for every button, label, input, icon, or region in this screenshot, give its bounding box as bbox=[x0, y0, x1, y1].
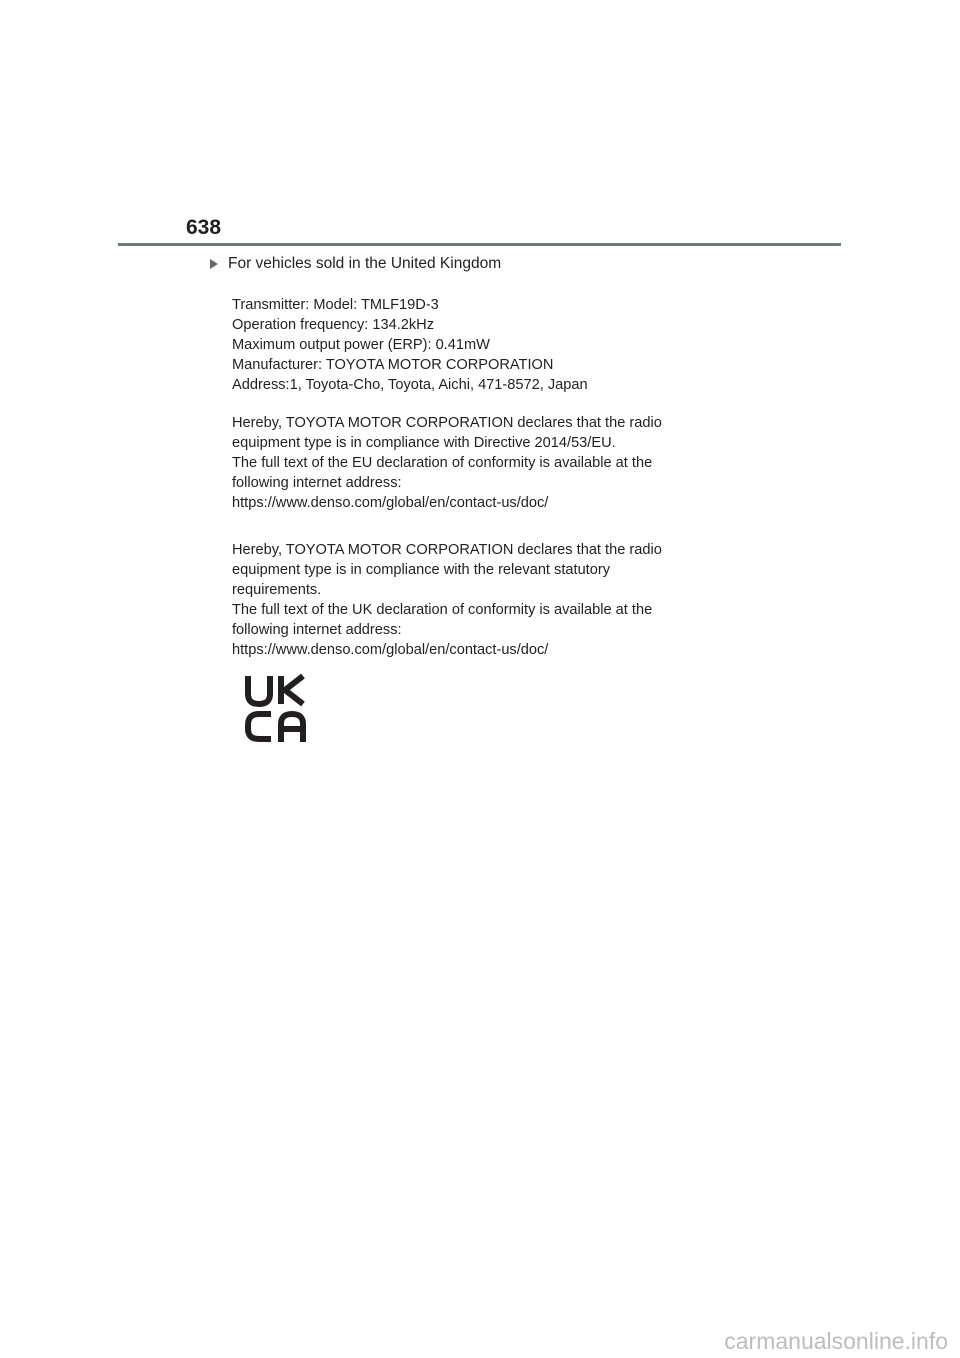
uk-declaration-line: following internet address: bbox=[232, 622, 402, 638]
section-heading bbox=[210, 254, 501, 274]
watermark: carmanualsonline.info bbox=[724, 1328, 948, 1354]
manufacturer: Manufacturer: TOYOTA MOTOR CORPORATION bbox=[232, 357, 554, 373]
eu-declaration-line: equipment type is in compliance with Directive 2014/53/EU. bbox=[232, 435, 616, 451]
page-number: 638 bbox=[186, 216, 222, 239]
uk-declaration bbox=[232, 540, 752, 660]
header-rule bbox=[118, 243, 841, 246]
uk-declaration-line: equipment type is in compliance with the relevant statutory bbox=[232, 562, 611, 578]
uk-declaration-line: The full text of the UK declaration of conformity is available at the bbox=[232, 602, 653, 618]
triangle-bullet-icon bbox=[210, 259, 218, 269]
max-output-power: Maximum output power (ERP): 0.41mW bbox=[232, 337, 490, 353]
uk-declaration-url: https://www.denso.com/global/en/contact-us/doc/ bbox=[232, 642, 549, 658]
eu-declaration-url: https://www.denso.com/global/en/contact-us/doc/ bbox=[232, 495, 549, 511]
address: Address:1, Toyota-Cho, Toyota, Aichi, 471-8572, Japan bbox=[232, 377, 588, 393]
transmitter-info bbox=[232, 295, 752, 395]
eu-declaration-line: The full text of the EU declaration of conformity is available at the bbox=[232, 455, 653, 471]
section-heading-text: For vehicles sold in the United Kingdom bbox=[228, 255, 502, 272]
uk-declaration-line: Hereby, TOYOTA MOTOR CORPORATION declares that the radio bbox=[232, 542, 662, 558]
uk-declaration-line: requirements. bbox=[232, 582, 322, 598]
eu-declaration-line: following internet address: bbox=[232, 475, 402, 491]
eu-declaration-line: Hereby, TOYOTA MOTOR CORPORATION declares that the radio bbox=[232, 415, 662, 431]
operation-frequency: Operation frequency: 134.2kHz bbox=[232, 317, 434, 333]
transmitter-model: Transmitter: Model: TMLF19D-3 bbox=[232, 297, 439, 313]
eu-declaration bbox=[232, 413, 752, 513]
ukca-mark-icon bbox=[245, 674, 307, 742]
